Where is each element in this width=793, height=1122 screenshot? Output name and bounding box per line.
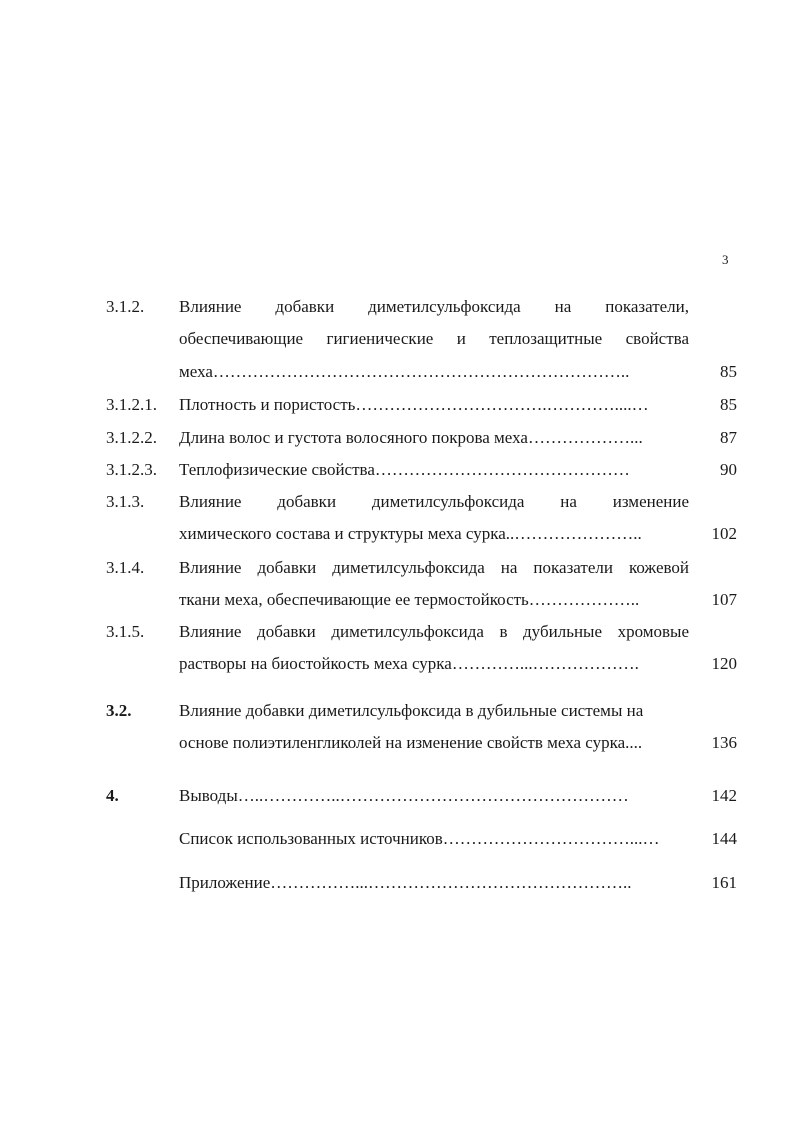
toc-entry-page: 107 [711,590,737,609]
toc-entry-number: 3.2. [106,701,132,720]
toc-entry-title-line: химического состава и структуры меха сурка..………………….. [179,524,642,543]
toc-entry-title-line: Влияние добавки диметилсульфоксида на показатели кожевой [179,558,689,577]
toc-entry-title-line: меха……………………………………………………………….. [179,362,630,381]
toc-entry-title-line: Список использованных источников……………………………...… [179,829,660,848]
toc-entry-page: 120 [711,654,737,673]
toc-entry-number: 3.1.3. [106,492,145,511]
toc-entry-page: 85 [720,362,737,381]
toc-entry-title-line: обеспечивающие гигиенические и теплозащитные свойства [179,329,689,348]
toc-entry-page: 136 [711,733,737,752]
toc-entry-page: 142 [711,786,737,805]
toc-entry-page: 87 [720,428,737,447]
toc-entry-page: 85 [720,395,737,414]
toc-entry-page: 161 [711,873,737,892]
toc-entry-title-line: ткани меха, обеспечивающие ее термостойкость……………….. [179,590,640,609]
toc-entry-title-line: Теплофизические свойства……………………………………… [179,460,630,479]
toc-entry-page: 102 [711,524,737,543]
toc-entry-title-line: Приложение……………...……………………………………….. [179,873,632,892]
toc-entry-number: 3.1.4. [106,558,145,577]
toc-entry-title-line: Влияние добавки диметилсульфоксида в дубильные системы на [179,701,644,720]
toc-entry-number: 3.1.2.3. [106,460,157,479]
toc-entry-number: 4. [106,786,119,805]
toc-entry-title-line: растворы на биостойкость меха сурка…………...………………. [179,654,639,673]
toc-entry-number: 3.1.5. [106,622,145,641]
toc-entry-number: 3.1.2.1. [106,395,157,414]
toc-entry-number: 3.1.2.2. [106,428,157,447]
page-number: 3 [722,252,729,267]
toc-entry-title-line: Выводы…..…………..…………………………………………… [179,786,629,805]
toc-entry-page: 90 [720,460,737,479]
toc-entry-title-line: Плотность и пористость…………………………….…………....… [179,395,649,414]
toc-entry-title-line: основе полиэтиленгликолей на изменение свойств меха сурка.... [179,733,643,752]
toc-entry-title-line: Длина волос и густота волосяного покрова меха………………... [179,428,643,447]
toc-entry-number: 3.1.2. [106,297,145,316]
toc-entry-title-line: Влияние добавки диметилсульфоксида на изменение [179,492,689,511]
toc-entry-title-line: Влияние добавки диметилсульфоксида на показатели, [179,297,689,316]
toc-entry-title-line: Влияние добавки диметилсульфоксида в дубильные хромовые [179,622,689,641]
toc-entry-page: 144 [711,829,737,848]
